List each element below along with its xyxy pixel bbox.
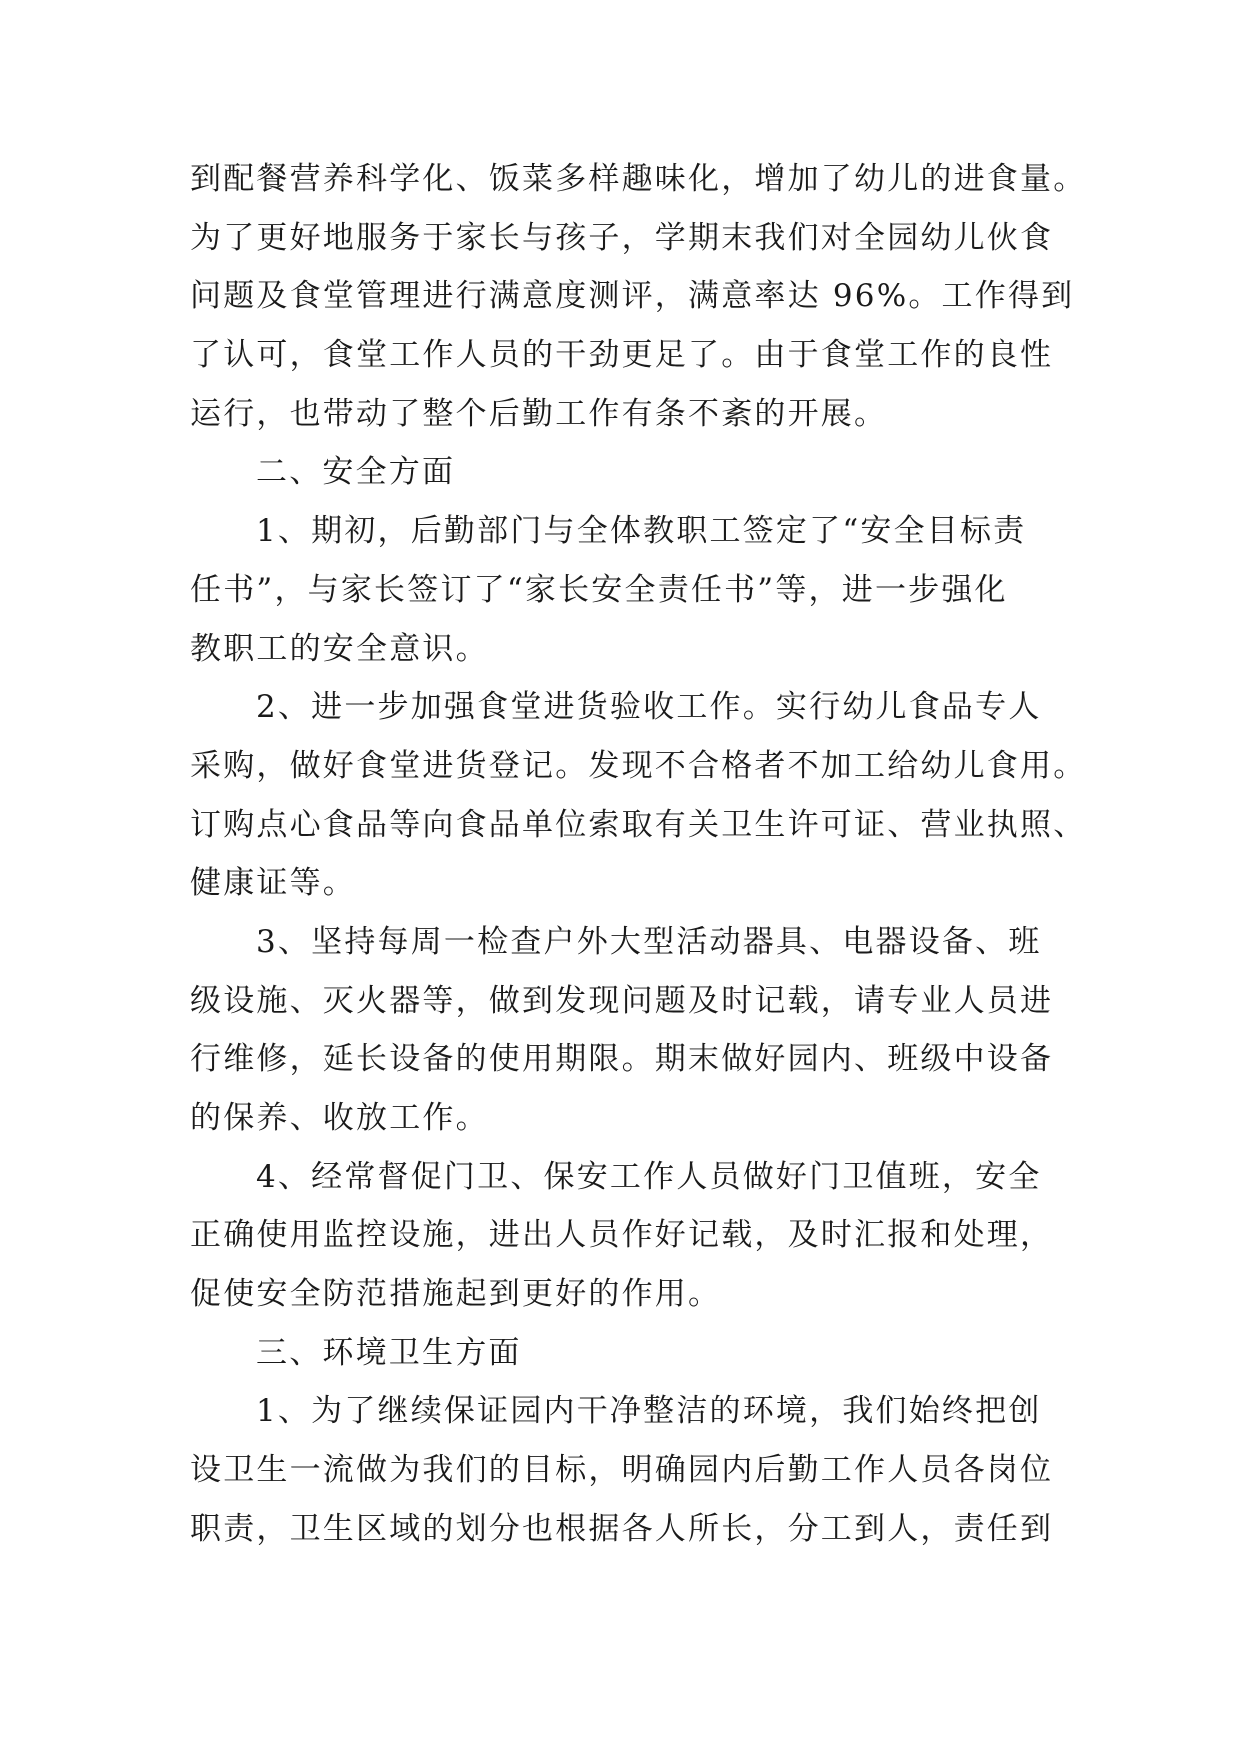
text-line: 3、坚持每周一检查户外大型活动器具、电器设备、班 (256, 923, 1042, 960)
text-line: 行维修，延长设备的使用期限。期末做好园内、班级中设备 (190, 1041, 1054, 1078)
text-line: 任书”，与家长签订了“家长安全责任书”等，进一步强化 (190, 571, 1008, 608)
text-line: 设卫生一流做为我们的目标，明确园内后勤工作人员各岗位 (190, 1452, 1054, 1489)
text-line: 采购，做好食堂进货登记。发现不合格者不加工给幼儿食用。 (190, 747, 1087, 784)
text-line: 促使安全防范措施起到更好的作用。 (190, 1276, 722, 1313)
section-heading-safety: 二、安全方面 (256, 454, 456, 491)
text-line: 健康证等。 (190, 865, 356, 902)
text-line: 2、进一步加强食堂进货验收工作。实行幼儿食品专人 (256, 689, 1042, 726)
document-body (190, 150, 1087, 1559)
text-line: 到配餐营养科学化、饭菜多样趣味化，增加了幼儿的进食量。 (190, 161, 1087, 197)
text-line: 级设施、灭火器等，做到发现问题及时记载，请专业人员进 (190, 982, 1054, 1019)
text-line: 了认可，食堂工作人员的干劲更足了。由于食堂工作的良性 (190, 337, 1054, 374)
text-line: 订购点心食品等向食品单位索取有关卫生许可证、营业执照、 (190, 806, 1087, 843)
text-line: 教职工的安全意识。 (190, 630, 489, 667)
section-heading-environment: 三、环境卫生方面 (256, 1334, 522, 1371)
text-line: 1、为了继续保证园内干净整洁的环境，我们始终把创 (256, 1393, 1042, 1430)
text-line: 职责，卫生区域的划分也根据各人所长，分工到人，责任到 (190, 1510, 1054, 1547)
text-line: 4、经常督促门卫、保安工作人员做好门卫值班，安全 (256, 1158, 1042, 1195)
text-line: 的保养、收放工作。 (190, 1100, 489, 1136)
text-line: 为了更好地服务于家长与孩子，学期末我们对全园幼儿伙食 (190, 219, 1054, 256)
text-line: 运行，也带动了整个后勤工作有条不紊的开展。 (190, 395, 888, 432)
text-line: 正确使用监控设施，进出人员作好记载，及时汇报和处理， (190, 1217, 1054, 1254)
text-line: 问题及食堂管理进行满意度测评，满意率达 96%。工作得到 (190, 278, 1075, 315)
text-line: 1、期初，后勤部门与全体教职工签定了“安全目标责 (256, 513, 1027, 550)
